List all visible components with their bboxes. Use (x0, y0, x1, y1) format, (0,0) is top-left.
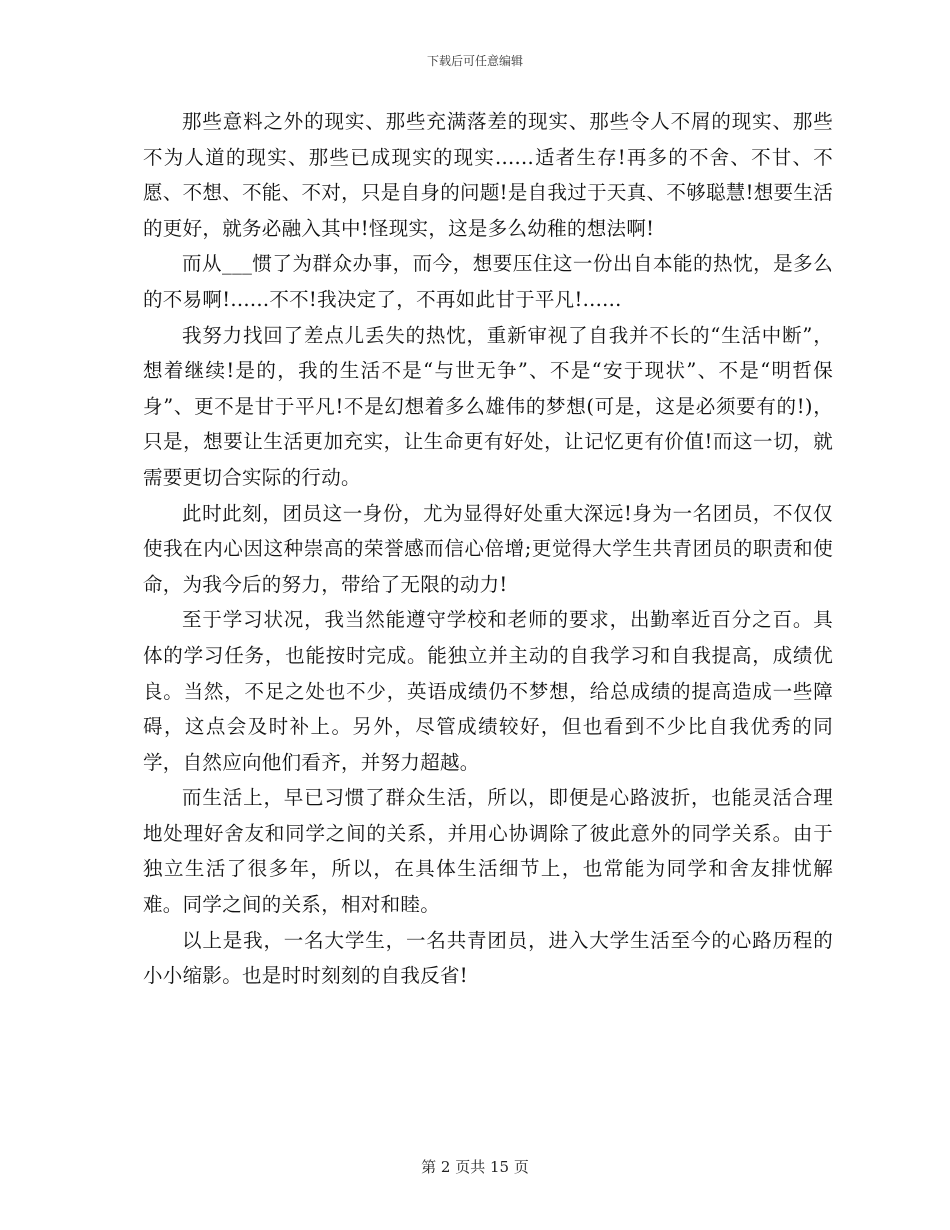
page-footer: 第 2 页共 15 页 (421, 1158, 529, 1176)
paragraph-6: 而生活上，早已习惯了群众生活，所以，即便是心路波折，也能灵活合理地处理好舍友和同学之间的关系，并用心协调除了彼此意外的同学关系。由于独立生活了很多年，所以，在具体生活细节上，也常能为同学和舍友排忧解难。同学之间的关系，相对和睦。 (143, 786, 833, 917)
paragraph-7: 以上是我，一名大学生，一名共青团员，进入大学生活至今的心路历程的小小缩影。也是时时刻刻的自我反省! (143, 928, 833, 988)
paragraph-5: 至于学习状况，我当然能遵守学校和老师的要求，出勤率近百分之百。具体的学习任务，也能按时完成。能独立并主动的自我学习和自我提高，成绩优良。当然，不足之处也不少，英语成绩仍不梦想，给总成绩的提高造成一些障碍，这点会及时补上。另外，尽管成绩较好，但也看到不少比自我优秀的同学，自然应向他们看齐，并努力超越。 (143, 608, 833, 774)
page-header: 下载后可任意编辑 (426, 54, 523, 68)
paragraph-2: 而从___惯了为群众办事，而今，想要压住这一份出自本能的热忱，是多么的不易啊!......不不!我决定了，不再如此甘于平凡!...... (143, 252, 833, 311)
paragraph-1: 那些意料之外的现实、那些充满落差的现实、那些令人不屑的现实、那些不为人道的现实、那些已成现实的现实......适者生存!再多的不舍、不甘、不愿、不想、不能、不对，只是自身的问题!是自我过于天真、不够聪慧!想要生活的更好，就务必融入其中!怪现实，这是多么幼稚的想法啊! (143, 110, 833, 240)
paragraph-3: 我努力找回了差点儿丢失的热忱，重新审视了自我并不长的“生活中断”，想着继续!是的，我的生活不是“与世无争”、不是“安于现状”、不是“明哲保身”、更不是甘于平凡!不是幻想着多么雄伟的梦想(可是，这是必须要有的!)，只是，想要让生活更加充实，让生命更有好处，让记忆更有价值!而这一切，就需要更切合实际的行动。 (143, 323, 833, 489)
paragraph-4: 此时此刻，团员这一身份，尤为显得好处重大深远!身为一名团员，不仅仅使我在内心因这种崇高的荣誉感而信心倍增;更觉得大学生共青团员的职责和使命，为我今后的努力，带给了无限的动力! (143, 501, 833, 596)
document-body (143, 104, 833, 994)
